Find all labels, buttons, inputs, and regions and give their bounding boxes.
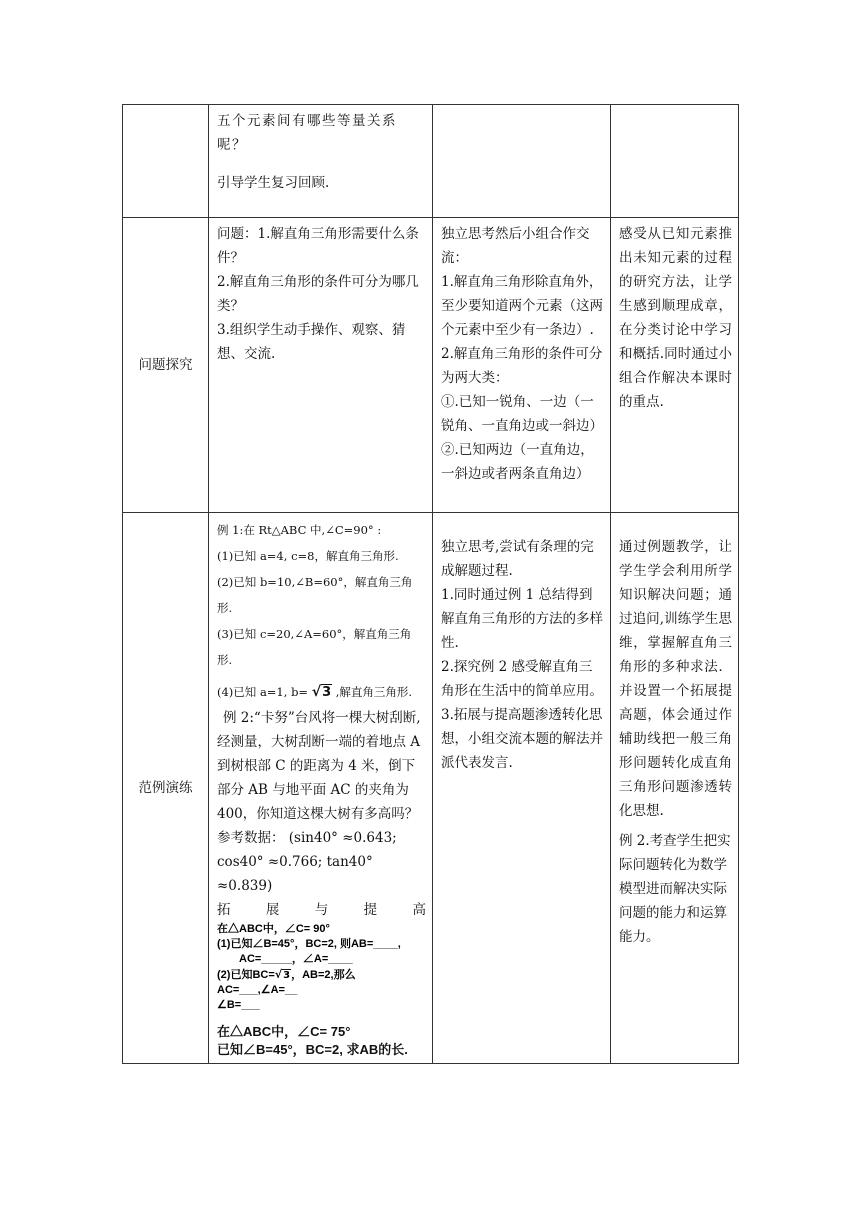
text-paragraph: ①.已知一锐角、一边（一锐角、一直角边或一斜边） (441, 394, 603, 434)
stage-cell (123, 105, 209, 218)
design-intent-cell (611, 218, 739, 513)
sqrt-radicand: 3 (322, 685, 332, 700)
text-paragraph: 引导学生复习回顾. (217, 175, 330, 191)
extension-line: 在△ABC中，∠C= 90° (217, 923, 330, 935)
teacher-activity-cell (209, 105, 433, 218)
example-1-part-2: (2)已知 b=10,∠B=60°，解直角三角形. (217, 575, 413, 615)
teacher-activity-cell (209, 218, 433, 513)
student-activity-cell (433, 218, 611, 513)
stage-cell: 范例演练 (123, 513, 209, 1064)
example-2-text: 例 2:“卡努”台风将一棵大树刮断,经测量，大树刮断一端的着地点 A 到树根部 C 的距离为 4 米，倒下部分 AB 与地平面 AC 的夹角为 400，你知道这棵大树有多高吗？参考数据： (sin40° ≈0.643; cos40° ≈0.766; tan40° ≈0.839) (217, 710, 421, 894)
design-intent-cell (611, 513, 739, 1064)
example-1-intro: 例 1:在 Rt△ABC 中,∠C=90° : (217, 523, 382, 537)
text-paragraph: 2.解直角三角形的条件可分为两大类： (441, 346, 603, 386)
extension-problem-2-image (217, 1023, 426, 1059)
text-paragraph: 3.拓展与提高题渗透转化思想，小组交流本题的解法并派代表发言. (441, 707, 603, 771)
lesson-plan-table (122, 104, 739, 1064)
sqrt-symbol-icon: √ (311, 684, 322, 700)
text-paragraph: 2.解直角三角形的条件可分为哪几类？ (217, 274, 419, 314)
text-paragraph: 例 2.考查学生把实际问题转化为数学模型进而解决实际问题的能力和运算能力。 (619, 833, 731, 945)
extension-line-text: ，AB=2,那么AC=___,∠A=__ (217, 969, 356, 996)
sqrt-expression (312, 685, 332, 699)
design-intent-cell (611, 105, 739, 218)
extension-line-text: (2)已知BC= (217, 969, 275, 981)
sqrt-radicand: 3 (283, 970, 291, 981)
text-paragraph: 独立思考然后小组合作交流： (441, 226, 590, 266)
text-paragraph: 3.组织学生动手操作、观察、猜想、交流. (217, 322, 406, 362)
example-1-part-3: (3)已知 c=20,∠A=60°，解直角三角形. (217, 627, 412, 667)
text-paragraph: 1.解直角三角形除直角外，至少要知道两个元素（这两个元素中至少有一条边）. (441, 274, 603, 338)
extension-problem-image (217, 922, 426, 1013)
extension-line: ∠B=___ (217, 999, 260, 1011)
table-row (123, 513, 739, 1064)
text-paragraph: 感受从已知元素推出未知元素的过程的研究方法，让学生感到顺理成章，在分类讨论中学习和概括.同时通过小组合作解决本课时的重点. (619, 226, 732, 410)
extension-line: 在△ABC中，∠C= 75° (217, 1024, 351, 1039)
text-paragraph: 独立思考,尝试有条理的完成解题过程. (441, 539, 594, 579)
student-activity-cell (433, 513, 611, 1064)
text-paragraph: 通过例题教学，让学生学会利用所学知识解决问题；通过追问,训练学生思维，掌握解直角三角形的多种求法．并设置一个拓展提高题，体会通过作辅助线把一般三角形问题转化成直角三角形问题渗透转化思想. (619, 539, 732, 819)
sqrt-symbol-icon: √ (274, 968, 283, 981)
example-1-part-4 (217, 679, 426, 706)
extension-title: 拓展与提高 (217, 902, 426, 918)
teacher-activity-cell (209, 513, 433, 1064)
text-paragraph: 五个元素间有哪些等量关系呢？ (217, 113, 397, 153)
text-paragraph: 问题：1.解直角三角形需要什么条件？ (217, 226, 419, 266)
extension-line: 已知∠B=45°，BC=2, 求AB的长. (217, 1042, 408, 1057)
table-row (123, 105, 739, 218)
sqrt-expression (275, 968, 291, 981)
extension-line: AC=_____，∠A=____ (239, 953, 353, 965)
text-paragraph: ②.已知两边（一直角边，一斜边或者两条直角边） (441, 442, 594, 482)
example-1-part-1: (1)已知 a=4, c=8，解直角三角形. (217, 549, 399, 563)
extension-line: (1)已知∠B=45°，BC=2, 则AB=____, (217, 938, 401, 950)
stage-cell: 问题探究 (123, 218, 209, 513)
example-1-part-4-text: (4)已知 a=1, b= (217, 685, 309, 699)
table-row (123, 218, 739, 513)
extension-line (217, 967, 426, 998)
student-activity-cell (433, 105, 611, 218)
text-paragraph: 2.探究例 2 感受解直角三角形在生活中的简单应用。 (441, 659, 603, 699)
example-1-part-4-tail: ,解直角三角形. (335, 685, 413, 699)
text-paragraph: 1.同时通过例 1 总结得到解直角三角形的方法的多样性. (441, 587, 603, 651)
